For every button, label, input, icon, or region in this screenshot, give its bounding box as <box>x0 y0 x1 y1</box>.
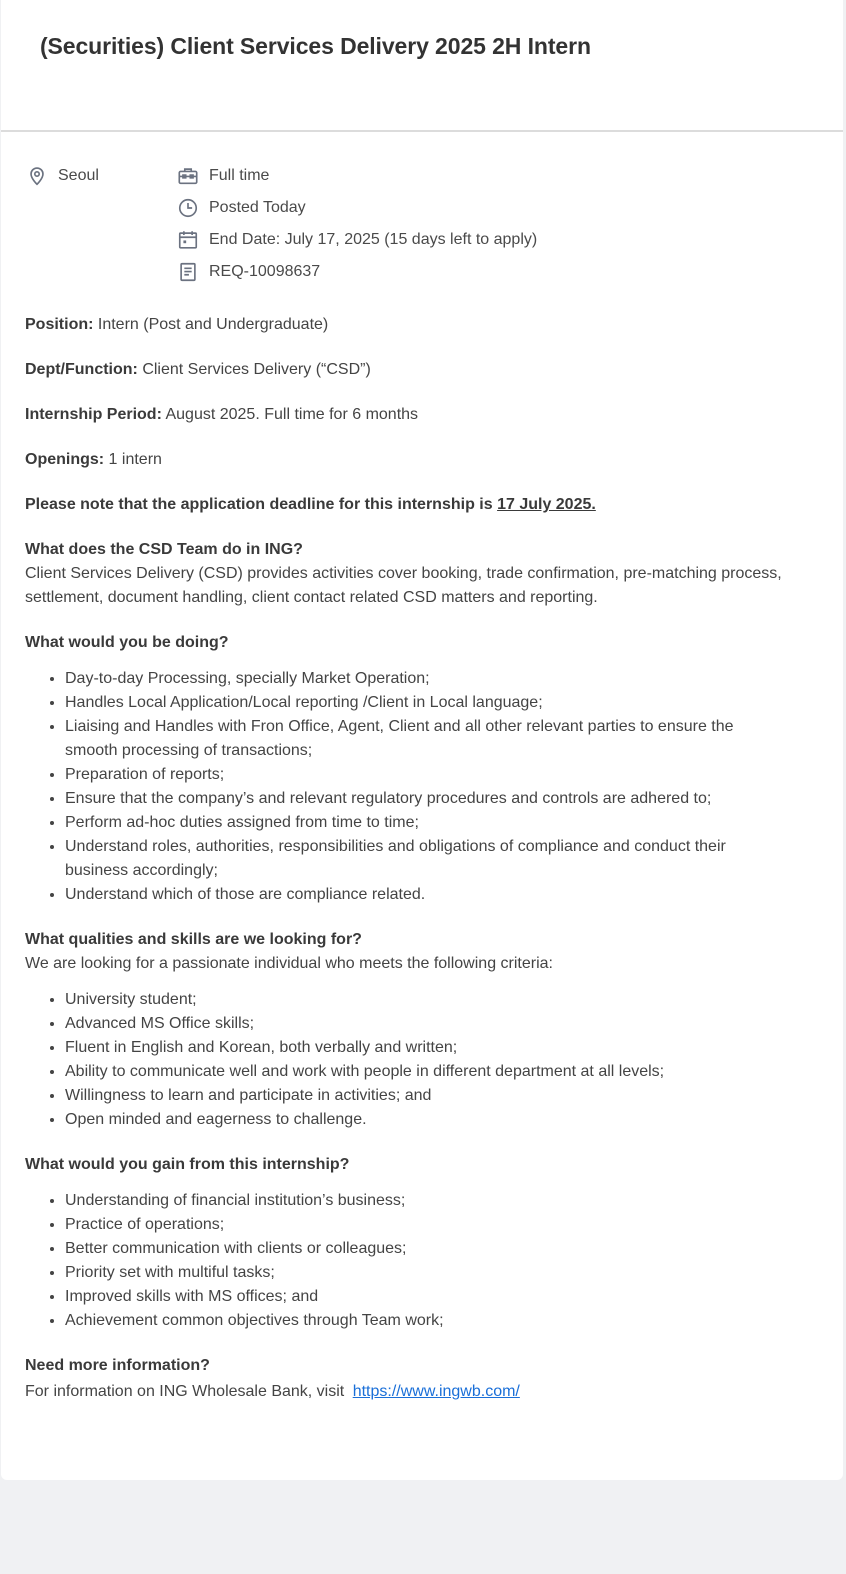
location-pin-icon <box>26 165 48 187</box>
list-item: • Understand roles, authorities, responsibilities and obligations of compliance and conduct their business accordingly; <box>65 835 805 883</box>
list-item: • Understand which of those are compliance related. <box>65 883 805 907</box>
meta-location <box>26 163 99 189</box>
csd-team-text: Client Services Delivery (CSD) provides activities cover booking, trade confirmation, pre-matching process, settlement, document handling, client contact related CSD matters and reporting. <box>25 565 782 606</box>
list-item: • Perform ad-hoc duties assigned from time to time; <box>65 811 805 835</box>
list-item: • Achievement common objectives through Team work; <box>65 1309 805 1333</box>
meta-time-type <box>177 163 269 189</box>
openings-line <box>25 448 805 472</box>
position-value: Intern (Post and Undergraduate) <box>93 316 329 333</box>
list-item: • Willingness to learn and participate in activities; and <box>65 1084 805 1108</box>
gain-title: What would you gain from this internship? <box>25 1156 350 1173</box>
more-info-title: Need more information? <box>25 1357 210 1374</box>
job-meta <box>1 163 843 293</box>
deadline-text: Please note that the application deadline for this internship is <box>25 496 498 513</box>
list-item: • Liaising and Handles with Fron Office, Agent, Client and all other relevant parties to ensure the smooth processing of transactions; <box>65 715 805 763</box>
clock-icon <box>177 197 199 219</box>
dept-value: Client Services Delivery (“CSD”) <box>137 361 371 378</box>
position-line <box>25 313 805 337</box>
end-date-text: End Date: July 17, 2025 (15 days left to apply) <box>209 231 538 248</box>
list-item: • Preparation of reports; <box>65 763 805 787</box>
meta-req-id <box>177 259 320 285</box>
job-description <box>25 313 805 1404</box>
job-header <box>1 0 843 132</box>
qualities-list <box>25 988 805 1132</box>
period-label: Internship Period: <box>25 406 162 423</box>
list-item: • Improved skills with MS offices; and <box>65 1285 805 1309</box>
list-item: • Better communication with clients or colleagues; <box>65 1237 805 1261</box>
csd-team-title: What does the CSD Team do in ING? <box>25 541 303 558</box>
list-item: • Ability to communicate well and work with people in different department at all levels; <box>65 1060 805 1084</box>
qualities-intro: We are looking for a passionate individual who meets the following criteria: <box>25 955 553 972</box>
document-icon <box>177 261 199 283</box>
list-item: • Handles Local Application/Local reporting /Client in Local language; <box>65 691 805 715</box>
list-item: • University student; <box>65 988 805 1012</box>
list-item: • Practice of operations; <box>65 1213 805 1237</box>
list-item: • Fluent in English and Korean, both verbally and written; <box>65 1036 805 1060</box>
job-title: (Securities) Client Services Delivery 2025 2H Intern <box>40 33 591 59</box>
gain-list <box>25 1189 805 1333</box>
qualities-title: What qualities and skills are we looking for? <box>25 931 362 948</box>
location-text: Seoul <box>58 167 99 184</box>
job-posting-card <box>1 0 843 1480</box>
deadline-line <box>25 493 805 517</box>
list-item: • Day-to-day Processing, specially Market Operation; <box>65 667 805 691</box>
period-value: August 2025. Full time for 6 months <box>161 406 419 423</box>
position-label: Position: <box>25 316 94 333</box>
briefcase-icon <box>177 165 199 187</box>
doing-list <box>25 667 805 907</box>
list-item: • Understanding of financial institution’s business; <box>65 1189 805 1213</box>
period-line <box>25 403 805 427</box>
list-item: • Ensure that the company’s and relevant regulatory procedures and controls are adhered to; <box>65 787 805 811</box>
req-id-text: REQ-10098637 <box>209 263 321 280</box>
posted-text: Posted Today <box>209 199 306 216</box>
deadline-date: 17 July 2025. <box>497 496 596 513</box>
more-info-line <box>25 1380 805 1404</box>
ingwb-link[interactable]: https://www.ingwb.com/ <box>352 1383 520 1400</box>
time-type-text: Full time <box>209 167 270 184</box>
list-item: • Advanced MS Office skills; <box>65 1012 805 1036</box>
list-item: • Priority set with multiful tasks; <box>65 1261 805 1285</box>
list-item: • Open minded and eagerness to challenge. <box>65 1108 805 1132</box>
dept-label: Dept/Function: <box>25 361 138 378</box>
more-info-text: For information on ING Wholesale Bank, visit <box>25 1383 345 1400</box>
openings-value: 1 intern <box>104 451 162 468</box>
dept-line <box>25 358 805 382</box>
meta-posted <box>177 195 306 221</box>
meta-end-date <box>177 227 537 253</box>
openings-label: Openings: <box>25 451 105 468</box>
doing-title: What would you be doing? <box>25 634 229 651</box>
calendar-icon <box>177 229 199 251</box>
